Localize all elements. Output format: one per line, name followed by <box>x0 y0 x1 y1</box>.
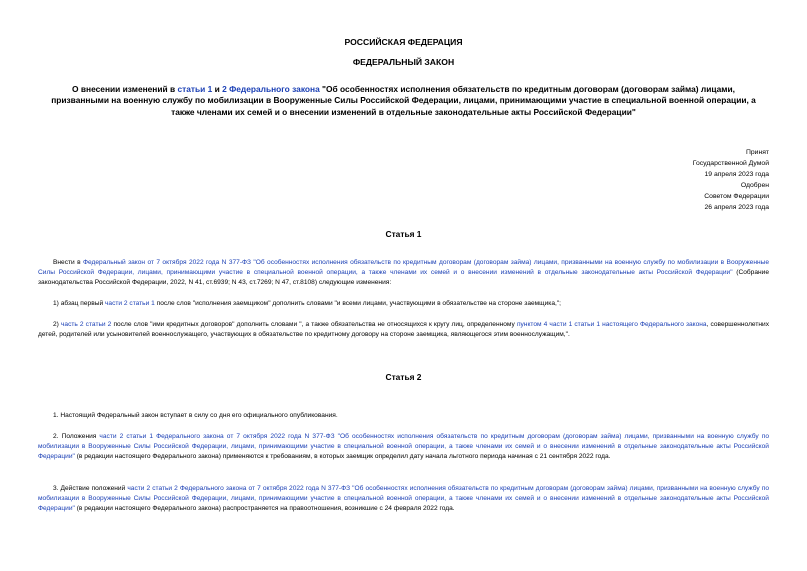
article-2-item-1 <box>38 411 769 421</box>
article-2-heading: Статья 2 <box>385 372 422 382</box>
article-2-item-2 <box>38 432 769 462</box>
article-1-item-1 <box>38 299 769 309</box>
art1-item2-text-1: 2) <box>53 321 61 328</box>
art1-item2-link-1[interactable]: часть 2 статьи 2 <box>60 321 112 328</box>
adopted-by: Государственной Думой <box>692 160 769 167</box>
art1-intro-link-law-377[interactable]: Федеральный закон от 7 октября 2022 года N 377-ФЗ "Об особенностях исполнения обязательств по кредитным договорам (договорам займа) лицами, призванными на военную службу по мобилизации в Вооруженные Силы Российской Федерации, лицами, принимающими участие в специальной военной операции, а также членами их семей и о внесении изменений в отдельные законодательные акты Российской Федерации" <box>38 259 770 276</box>
article-1-item-2 <box>38 320 769 340</box>
country-heading: РОССИЙСКАЯ ФЕДЕРАЦИЯ <box>344 37 463 47</box>
article-2-item-3 <box>38 484 769 514</box>
approved-by: Советом Федерации <box>704 193 769 200</box>
art1-item1-text-2: после слов "исполнения заемщиком" дополнить словами "и всеми лицами, участвующими в обязательстве на стороне заемщика,"; <box>154 300 561 307</box>
law-title <box>46 84 761 118</box>
art2-item1-text: 1. Настоящий Федеральный закон вступает в силу со дня его официального опубликования. <box>53 412 338 419</box>
art1-item2-text-2: после слов "ими кредитных договоров" дополнить словами ", а также обязательства не относящихся к кругу лиц, определенному <box>111 321 517 328</box>
title-text-2: и <box>212 84 223 94</box>
title-link-article-1[interactable]: статьи 1 <box>177 84 213 94</box>
art2-item3-text-1: 3. Действие положений <box>53 485 128 492</box>
article-1-heading: Статья 1 <box>385 229 422 239</box>
adoption-info <box>693 147 769 213</box>
art1-item1-link[interactable]: части 2 статьи 1 <box>104 300 155 307</box>
art2-item2-link[interactable]: части 2 статьи 1 Федерального закона от 7 октября 2022 года N 377-ФЗ "Об особенностях исполнения обязательств по кредитным договорам (договорам займа) лицами, призванными на военную службу по мобилизации в Вооруженные Силы Российской Федерации, лицами, принимающими участие в специальной военной операции, а также членами их семей и о внесении изменений в отдельные законодательные акты Российской Федерации" <box>38 433 769 460</box>
approved-date: 26 апреля 2023 года <box>704 204 769 211</box>
art2-item2-text-1: 2. Положения <box>53 433 100 440</box>
approved-label: Одобрен <box>740 182 769 189</box>
art1-item2-link-2[interactable]: пунктом 4 части 1 статьи 1 настоящего Федерального закона <box>516 321 707 328</box>
art1-intro-text-1: Внести в <box>53 259 83 266</box>
title-text-3: "Об особенностях исполнения обязательств по кредитным договорам (договорам займа) лицами, призванными на военную службу по мобилизации в Вооруженные Силы Российской Федерации, лицами, принимающими участие в специальной военной операции, а также членами их семей и о внесении изменений в отдельные законодательные акты Российской Федерации" <box>51 84 756 117</box>
art2-item3-text-2: (в редакции настоящего Федерального закона) распространяется на правоотношения, возникшие с 24 февраля 2022 года. <box>74 505 455 512</box>
title-link-article-2[interactable]: 2 Федерального закона <box>222 84 320 94</box>
art1-intro-text-2: (Собрание законодательства Российской Федерации, 2022, N 41, ст.6939; N 43, ст.7269; N 47, ст.8108) следующие изменения: <box>38 269 770 286</box>
title-text-1: О внесении изменений в <box>72 84 178 94</box>
art1-item1-text-1: 1) абзац первый <box>53 300 105 307</box>
law-type-heading: ФЕДЕРАЛЬНЫЙ ЗАКОН <box>352 57 455 67</box>
adopted-date: 19 апреля 2023 года <box>704 171 769 178</box>
art2-item2-text-2: (в редакции настоящего Федерального закона) применяются к требованиям, в которых заемщик определил дату начала льготного периода начиная с 21 сентября 2022 года. <box>74 453 611 460</box>
article-1-intro <box>38 258 769 288</box>
art1-item2-text-3: , совершеннолетних детей, родителей или усыновителей военнослужащего, участвующих в обязательстве по кредитному договору на стороне заемщика, являющегося этим военнослужащим,". <box>38 321 770 338</box>
adopted-label: Принят <box>745 149 769 156</box>
art2-item3-link[interactable]: части 2 статьи 2 Федерального закона от 7 октября 2022 года N 377-ФЗ "Об особенностях исполнения обязательств по кредитным договорам (договорам займа) лицами, призванными на военную службу по мобилизации в Вооруженные Силы Российской Федерации, лицами, принимающими участие в специальной военной операции, а также членами их семей и о внесении изменений в отдельные законодательные акты Российской Федерации" <box>38 485 769 512</box>
